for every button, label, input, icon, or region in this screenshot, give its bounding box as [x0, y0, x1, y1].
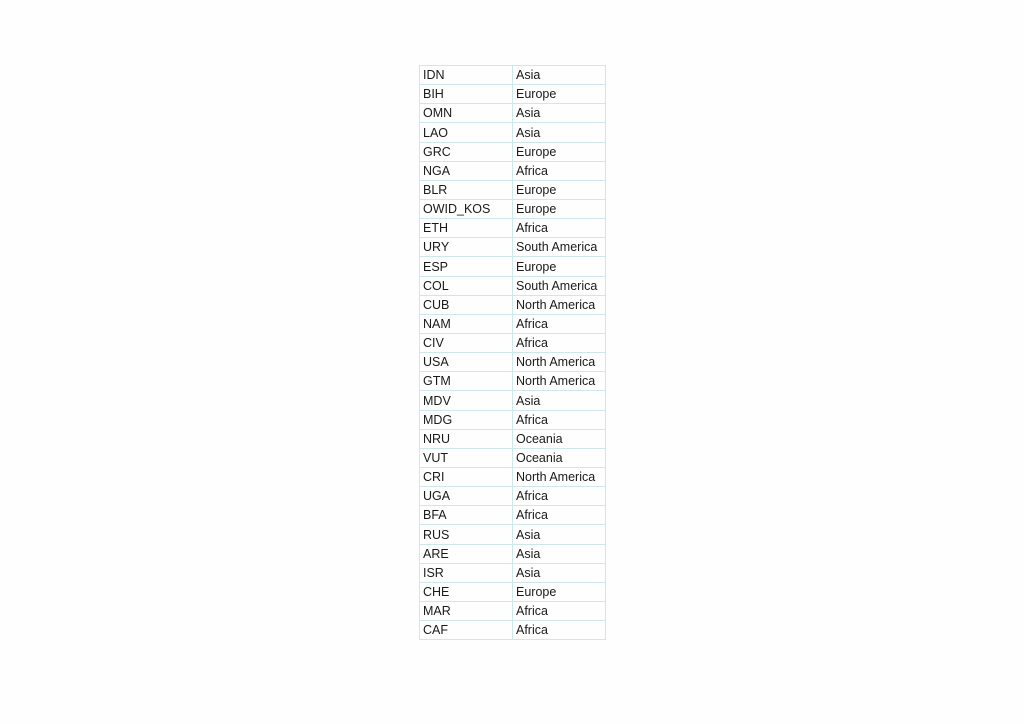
table-row	[420, 621, 606, 640]
country-code-cell: ETH	[420, 219, 513, 238]
table-row	[420, 487, 606, 506]
continent-cell: North America	[513, 353, 606, 372]
table-row	[420, 85, 606, 104]
table-row	[420, 448, 606, 467]
table-row	[420, 525, 606, 544]
table-row	[420, 238, 606, 257]
continent-cell: Oceania	[513, 429, 606, 448]
country-code-cell: CHE	[420, 582, 513, 601]
table-row	[420, 123, 606, 142]
continent-cell: Africa	[513, 601, 606, 620]
country-code-cell: VUT	[420, 448, 513, 467]
country-code-cell: MDV	[420, 391, 513, 410]
table-row	[420, 372, 606, 391]
table-row	[420, 391, 606, 410]
country-code-cell: MDG	[420, 410, 513, 429]
continent-cell: Europe	[513, 257, 606, 276]
continent-cell: Africa	[513, 506, 606, 525]
table-row	[420, 276, 606, 295]
continent-cell: Africa	[513, 161, 606, 180]
country-code-cell: ISR	[420, 563, 513, 582]
continent-cell: Asia	[513, 563, 606, 582]
table-row	[420, 66, 606, 85]
table-body	[420, 66, 606, 640]
continent-cell: South America	[513, 276, 606, 295]
table-row	[420, 353, 606, 372]
country-code-cell: GTM	[420, 372, 513, 391]
country-code-cell: ESP	[420, 257, 513, 276]
table-row	[420, 429, 606, 448]
continent-cell: Europe	[513, 85, 606, 104]
country-code-cell: BFA	[420, 506, 513, 525]
continent-cell: North America	[513, 372, 606, 391]
continent-cell: North America	[513, 467, 606, 486]
country-code-cell: URY	[420, 238, 513, 257]
table-row	[420, 161, 606, 180]
country-code-cell: CAF	[420, 621, 513, 640]
continent-cell: Europe	[513, 180, 606, 199]
table-row	[420, 180, 606, 199]
country-code-cell: NAM	[420, 314, 513, 333]
continent-cell: Africa	[513, 621, 606, 640]
continent-cell: South America	[513, 238, 606, 257]
country-code-cell: IDN	[420, 66, 513, 85]
country-code-cell: COL	[420, 276, 513, 295]
table-row	[420, 314, 606, 333]
continent-cell: Africa	[513, 487, 606, 506]
country-code-cell: OWID_KOS	[420, 199, 513, 218]
table-row	[420, 410, 606, 429]
continent-cell: Europe	[513, 142, 606, 161]
country-code-cell: CRI	[420, 467, 513, 486]
continent-cell: Africa	[513, 219, 606, 238]
country-code-cell: CIV	[420, 333, 513, 352]
continent-cell: Oceania	[513, 448, 606, 467]
continent-cell: Asia	[513, 104, 606, 123]
table-row	[420, 257, 606, 276]
table-row	[420, 333, 606, 352]
table-row	[420, 199, 606, 218]
country-code-cell: UGA	[420, 487, 513, 506]
country-code-cell: OMN	[420, 104, 513, 123]
country-continent-table	[419, 65, 606, 640]
table-row	[420, 601, 606, 620]
continent-cell: Asia	[513, 525, 606, 544]
country-code-cell: BLR	[420, 180, 513, 199]
country-code-cell: ARE	[420, 544, 513, 563]
continent-cell: North America	[513, 295, 606, 314]
country-code-cell: BIH	[420, 85, 513, 104]
continent-cell: Africa	[513, 333, 606, 352]
country-code-cell: GRC	[420, 142, 513, 161]
continent-cell: Asia	[513, 66, 606, 85]
table-row	[420, 104, 606, 123]
table-row	[420, 582, 606, 601]
table-row	[420, 563, 606, 582]
table-row	[420, 467, 606, 486]
country-code-cell: USA	[420, 353, 513, 372]
continent-cell: Africa	[513, 314, 606, 333]
continent-cell: Asia	[513, 123, 606, 142]
country-code-cell: CUB	[420, 295, 513, 314]
table-row	[420, 506, 606, 525]
continent-cell: Asia	[513, 544, 606, 563]
table-row	[420, 544, 606, 563]
table-row	[420, 142, 606, 161]
country-code-cell: NRU	[420, 429, 513, 448]
country-code-cell: LAO	[420, 123, 513, 142]
country-code-cell: MAR	[420, 601, 513, 620]
continent-cell: Europe	[513, 199, 606, 218]
continent-cell: Asia	[513, 391, 606, 410]
table-row	[420, 219, 606, 238]
country-code-cell: NGA	[420, 161, 513, 180]
country-code-cell: RUS	[420, 525, 513, 544]
continent-cell: Europe	[513, 582, 606, 601]
continent-cell: Africa	[513, 410, 606, 429]
table-row	[420, 295, 606, 314]
